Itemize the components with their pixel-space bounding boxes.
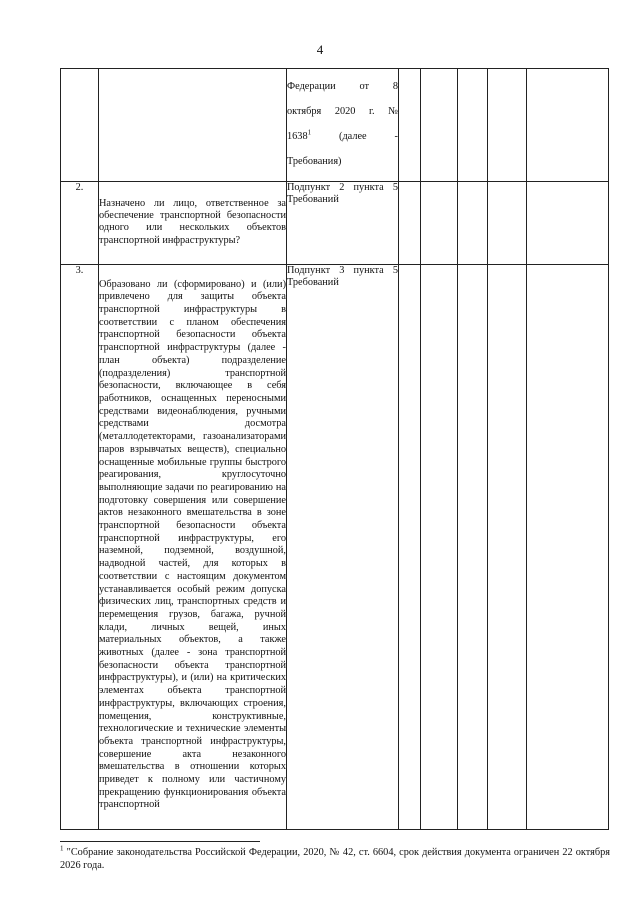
row-number [61,69,99,182]
blank-cell [421,264,458,829]
reference-cell [287,264,399,829]
reference-cell: Федерации от 8 октября 2020 г. № 1638$^1$ (далее - Требования) [287,69,399,182]
page-number: 4 [316,42,324,57]
reference-number: 1638 [287,131,308,143]
blank-cell [399,69,421,182]
reference-text: Подпункт 2 пункта 5 Требований [287,181,398,206]
blank-cell [488,264,527,829]
row-number: 3. [61,264,99,829]
row-number: 2. [61,181,99,264]
reference-text: Подпункт 3 пункта 5 Требований [287,264,398,289]
question-cell [99,264,287,829]
blank-cell [527,181,609,264]
table-row [61,181,609,264]
table-row [61,264,609,829]
blank-cell [458,69,488,182]
blank-cell [527,264,609,829]
footnote-number: 1 [60,844,64,853]
footnote-text: "Собрание законодательства Российской Федерации, 2020, № 42, ст. 6604, срок действия документа ограничен 22 октября 2026 года. [60,847,610,871]
checklist-table [60,68,609,830]
question-text: Назначено ли лицо, ответственное за обеспечение транспортной безопасности одного или нескольких объектов транспортной инфраструктуры? [99,197,286,246]
footnote [60,846,610,872]
question-cell [99,69,287,182]
blank-cell [421,69,458,182]
blank-cell [488,69,527,182]
blank-cell [399,264,421,829]
question-cell [99,181,287,264]
blank-cell [458,181,488,264]
footnote-divider [60,841,260,842]
blank-cell [488,181,527,264]
footnote-marker: 1 [307,128,312,137]
blank-cell [421,181,458,264]
reference-cell [287,181,399,264]
blank-cell [399,181,421,264]
table-row [61,69,609,182]
blank-cell [527,69,609,182]
reference-line: Требования) [287,155,342,167]
blank-cell [458,264,488,829]
question-text: Образовано ли (сформировано) и (или) привлечено для защиты объекта транспортной инфраструктуры в соответствии с планом обеспечения транспортной безопасности объекта транспортной инфраструктуры (далее - план объекта) подразделение (подразделения) транспортной безопасности, включающее в себя работников, оснащенных переносными средствами видеонаблюдения, ручными средствами досмотра (металлодетекторами, газоанализаторами паров взрывчатых веществ), специально оснащенные мобильные группы быстрого реагирования, круглосуточно выполняющие задачи по реагированию на подготовку совершения или совершение актов незаконного вмешательства в зоне транспортной безопасности объекта транспортной инфраструктуры, его наземной, подземной, воздушной, надводной частей, для которых в соответствии с настоящим документом устанавливается особый режим допуска физических лиц, транспортных средств и перемещения грузов, багажа, ручной клади, личных вещей, иных материальных объектов, а также животных (далее - зона транспортной безопасности объекта транспортной инфраструктуры), и (или) на критических элементах объекта транспортной инфраструктуры, включающих строения, помещения, конструктивные, технологические и технические элементы объекта транспортной инфраструктуры, совершение акта незаконного вмешательства в отношении которых приведет к полному или частичному прекращению функционирования объекта транспортной [99,278,286,811]
